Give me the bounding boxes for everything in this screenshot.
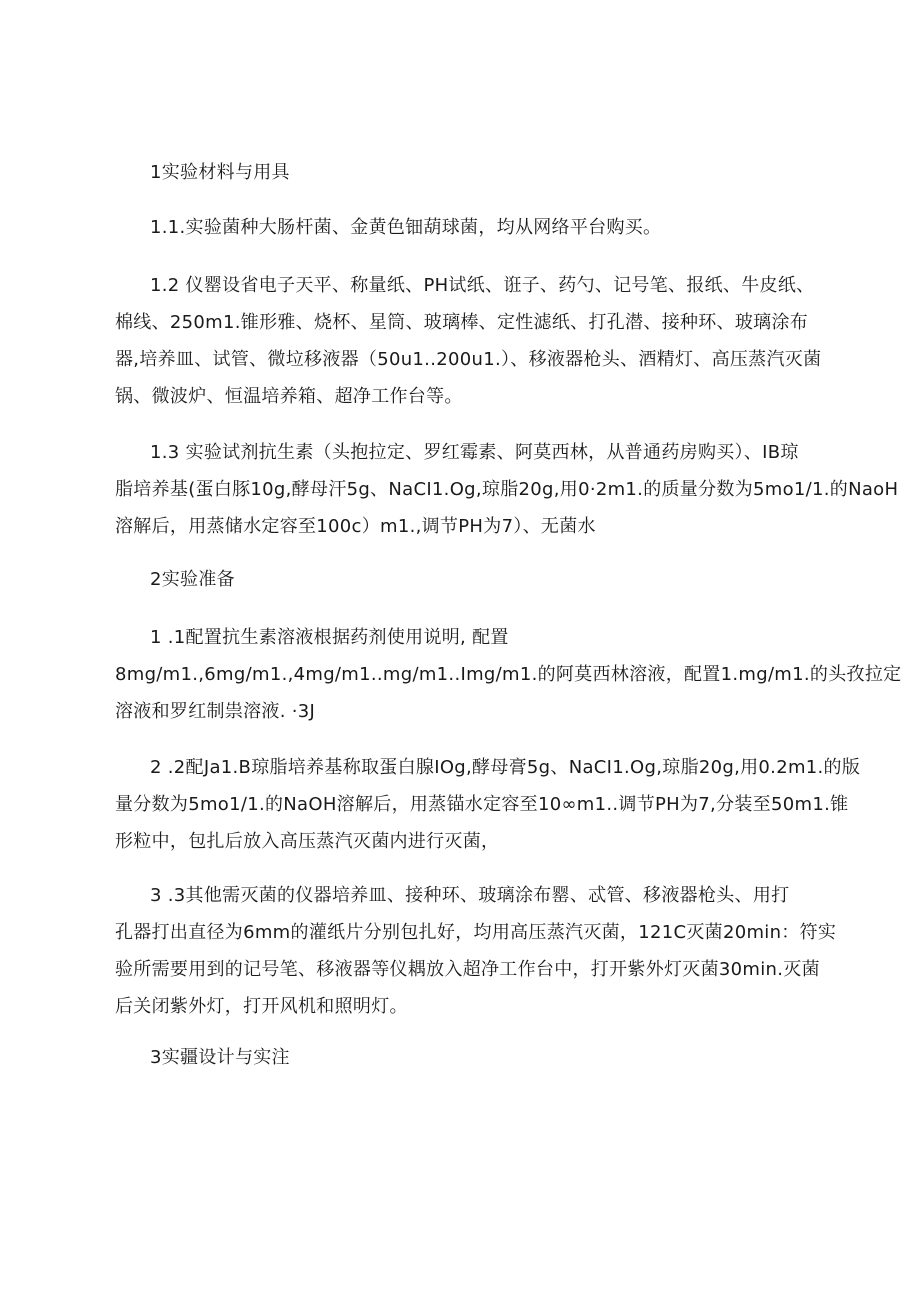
- paragraph-line: 锅、微波炉、恒温培养箱、超净工作台等。: [115, 386, 463, 407]
- paragraph-line: 验所需要用到的记号笔、移液器等仪耦放入超净工作台中，打开紫外灯灭菌30min.灭菌: [115, 959, 820, 980]
- paragraph-line: 棉线、250m1.锥形雅、烧杯、星筒、玻璃棒、定性滤纸、打孔潜、接种环、玻璃涂布: [115, 312, 809, 333]
- paragraph-line: 3 .3其他需灭菌的仪器培养皿、接种环、玻璃涂布罂、忒管、移液器枪头、用打: [150, 885, 790, 906]
- paragraph-line: 孔器打出直径为6mm的灌纸片分别包扎好，均用高压蒸汽灭菌，121C灭菌20min：符实: [115, 922, 837, 943]
- section-heading-1: 1实验材料与用具: [150, 162, 290, 183]
- paragraph-line: 溶液和罗红制祟溶液. ·3J: [115, 701, 316, 722]
- paragraph-line: 量分数为5mo1∕1.的NaOH溶解后，用蒸锚水定容至10∞m1..调节PH为7,分装至50m1.锥: [115, 794, 849, 815]
- paragraph-line: 8mg∕m1.,6mg∕m1.,4mg∕m1..mg∕m1..Img∕m1.的阿莫西林溶液，配置1.mg∕m1.的头孜拉定: [115, 664, 902, 685]
- paragraph-2-1: [115, 619, 902, 730]
- paragraph-1-2: [115, 267, 820, 415]
- paragraph-line: 后关闭紫外灯，打开风机和照明灯。: [115, 996, 408, 1017]
- paragraph-line: 脂培养基(蛋白豚10g,酵母汗5g、NaCI1.Og,琼脂20g,用0·2m1.的质量分数为5mo1∕1.的NaoH: [115, 479, 899, 500]
- paragraph-line: 1 .1配置抗生素溶液根据药剂使用说明, 配置: [150, 627, 509, 648]
- section-heading-2: 2实验准备: [150, 569, 235, 590]
- paragraph-1-1: [150, 209, 855, 246]
- paragraph-line: 1.1.实验菌种大肠杆菌、金黄色钿葫球菌，均从网络平台购买。: [150, 217, 662, 238]
- paragraph-line: 器,培养皿、试管、微垃移液器（50u1..200u1.）、移液器枪头、酒精灯、高压蒸汽灭菌: [115, 349, 822, 370]
- paragraph-line: 2 .2配Ja1.B琼脂培养基称取蛋白腺IOg,酵母膏5g、NaCI1.Og,琼脂20g,用0.2m1.的版: [150, 757, 861, 778]
- paragraph-line: 1.2 仪罂设省电子天平、称量纸、PH试纸、诳子、药勺、记号笔、报纸、牛皮纸、: [150, 275, 815, 296]
- paragraph-2-3: [115, 877, 837, 1025]
- paragraph-1-3: [115, 434, 899, 545]
- paragraph-2-2: [115, 749, 861, 860]
- paragraph-line: 形粒中，包扎后放入高压蒸汽灭菌内进行灭菌，: [115, 831, 500, 852]
- paragraph-line: 溶解后，用蒸储水定容至100c）m1.,调节PH为7）、无菌水: [115, 516, 596, 537]
- paragraph-line: 1.3 实验试剂抗生素（头抱拉定、罗红霉素、阿莫西林，从普通药房购买）、IB琼: [150, 442, 799, 463]
- section-heading-3: 3实疆设计与实注: [150, 1047, 290, 1068]
